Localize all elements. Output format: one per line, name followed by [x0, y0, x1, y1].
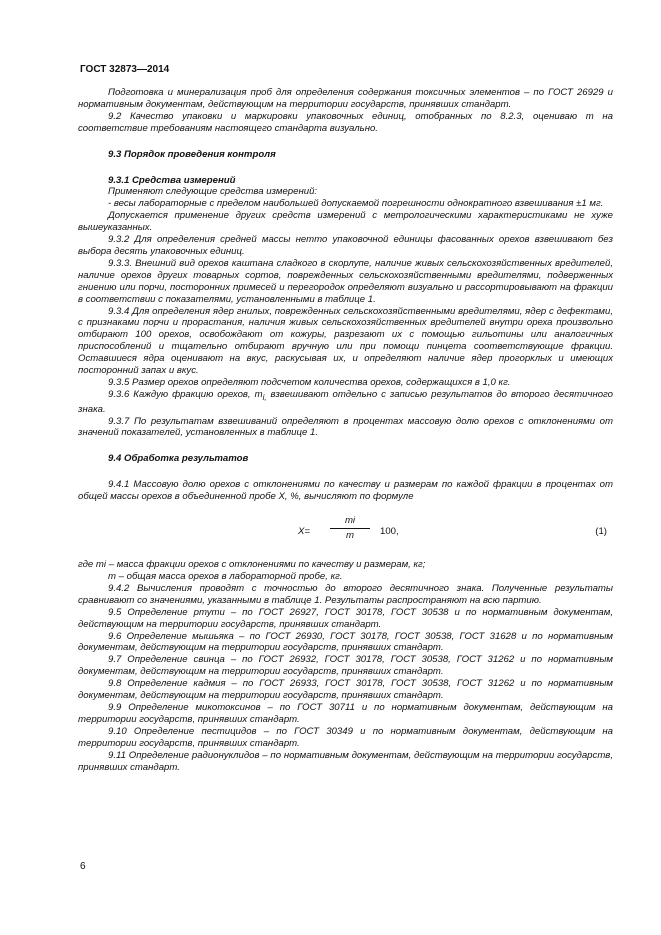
- paragraph-9-11: 9.11 Определение радионуклидов – по нормативным документам, действующим на территории государств, принявших стандарт.: [78, 749, 613, 773]
- formula-number: (1): [595, 526, 607, 538]
- subsection-heading-9-3-1: 9.3.1 Средства измерений: [108, 174, 236, 186]
- fraction-bar: [330, 528, 370, 529]
- paragraph-9-8: 9.8 Определение кадмия – по ГОСТ 26933, ГОСТ 30178, ГОСТ 30538, ГОСТ 31262 и по нормативным документам, действующим на территории государств, принявших стандарт.: [78, 678, 613, 702]
- paragraph-sample-prep: Подготовка и минерализация проб для определения содержания токсичных элементов – по ГОСТ 26929 и нормативным документам, действующим на территории государств, принявших стандарт.: [78, 87, 613, 110]
- paragraph-9-3-4: 9.3.4 Для определения ядер гнилых, поврежденных сельскохозяйственными вредителями, ядер с дефектами, с признаками порчи и прорастания, наличия живых сельскохозяйственных вредителей внутри ореха произвольно отбирают 100 орехов, освобождают от кожуры, разрезают их с помощью гильотины или аналогичных приспособлений и тщательно отбирают вручную или при помощи пинцета соответствующие фракции. Оставшиеся ядра оценивают на вкус, раскусывая их, и определяют наличие ядер прогорклых и имеющих посторонний запах и вкус.: [78, 305, 613, 377]
- paragraph-9-3-5: 9.3.5 Размер орехов определяют подсчетом количества орехов, содержащихся в 1,0 кг.: [108, 376, 511, 388]
- page-number: 6: [80, 861, 86, 872]
- paragraph-9-5: 9.5 Определение ртути – по ГОСТ 26927, ГОСТ 30178, ГОСТ 30538 и по нормативным документам, действующим на территории государств, принявших стандарт.: [78, 606, 613, 630]
- paragraph-other-instruments: Допускается применение других средств измерений с метрологическими характеристиками не хуже вышеуказанных.: [78, 210, 613, 234]
- formula-1: [78, 513, 613, 553]
- paragraph-9-3-6: [78, 389, 613, 416]
- section-heading-9-3: 9.3 Порядок проведения контроля: [108, 148, 276, 160]
- paragraph-9-3-6-start: 9.3.6 Каждую фракцию орехов,: [108, 388, 251, 400]
- formula-lhs: X=: [298, 526, 311, 538]
- paragraph-9-2: 9.2 Качество упаковки и маркировки упаковочных единиц, отобранных по 8.2.3, оцениваю т на соответствие требованиям настоящего стандарта визуально.: [78, 110, 613, 134]
- paragraph-9-3-3: 9.3.3. Внешний вид орехов каштана сладкого в скорлупе, наличие живых сельскохозяйственных вредителей, наличие орехов других товарных сортов, поврежденных сельскохозяйственными вредителями, подверженных гниению или порчи, посторонних примесей и перегородок определяют визуально и рассортировывают на фракции в соответствии с показателями, установленными в таблице 1.: [78, 257, 613, 305]
- document-header: ГОСТ 32873—2014: [80, 64, 170, 75]
- paragraph-9-10: 9.10 Определение пестицидов – по ГОСТ 30349 и по нормативным документам, действующим на территории государств, принявших стандарт.: [78, 725, 613, 749]
- variable-subscript: i,: [262, 392, 267, 402]
- paragraph-9-9: 9.9 Определение микотоксинов – по ГОСТ 30711 и по нормативным документам, действующим на территории государств, принявших стандарт.: [78, 701, 613, 725]
- variable-m: m: [254, 388, 263, 400]
- paragraph-9-4-2: 9.4.2 Вычисления проводят с точностью до второго десятичного знака. Полученные результаты сравнивают со значениями, указанными в таблице 1. Результаты распространяют на всю партию.: [78, 582, 613, 606]
- paragraph-9-7: 9.7 Определение свинца – по ГОСТ 26932, ГОСТ 30178, ГОСТ 30538, ГОСТ 31262 и по нормативным документам, действующим на территории государств, принявших стандарт.: [78, 654, 613, 678]
- formula-denominator: m: [346, 530, 354, 541]
- paragraph-instruments-intro: Применяют следующие средства измерений:: [108, 186, 318, 198]
- formula-numerator: mi: [344, 515, 356, 527]
- paragraph-9-3-2: 9.3.2 Для определения средней массы нетто упаковочной единицы фасованных орехов взвешивают без выбора десять упаковочных единиц.: [78, 234, 613, 257]
- paragraph-where-m: m – общая масса орехов в лабораторной пробе, кг.: [108, 571, 343, 582]
- paragraph-9-4-1: 9.4.1 Массовую долю орехов с отклонениями по качеству и размерам по каждой фракции в процентах от общей массы орехов в объединенной пробе X, %, вычисляют по формуле: [78, 479, 613, 503]
- paragraph-9-6: 9.6 Определение мышьяка – по ГОСТ 26930, ГОСТ 30178, ГОСТ 30538, ГОСТ 31628 и по нормативным документам, действующим на территории государств, принявших стандарт.: [78, 630, 613, 654]
- document-body: [78, 87, 613, 773]
- paragraph-where-mi: где mi – масса фракции орехов с отклонениями по качеству и размерам, кг;: [78, 559, 426, 571]
- paragraph-9-3-7: 9.3.7 По результатам взвешиваний определяют в процентах массовую долю орехов с отклонениями от значений показателей, установленных в таблице 1.: [78, 415, 613, 439]
- formula-fraction: [330, 515, 370, 542]
- paragraph-9-3-6-end: взвешивают отдельно с записью результатов до второго десятичного знака.: [78, 388, 614, 415]
- formula-multiplier: 100,: [380, 526, 399, 538]
- section-heading-9-4: 9.4 Обработка результатов: [108, 453, 249, 465]
- paragraph-scales: - весы лабораторные с пределом наибольшей допускаемой погрешности однократного взвешивания ±1 мг.: [108, 198, 604, 210]
